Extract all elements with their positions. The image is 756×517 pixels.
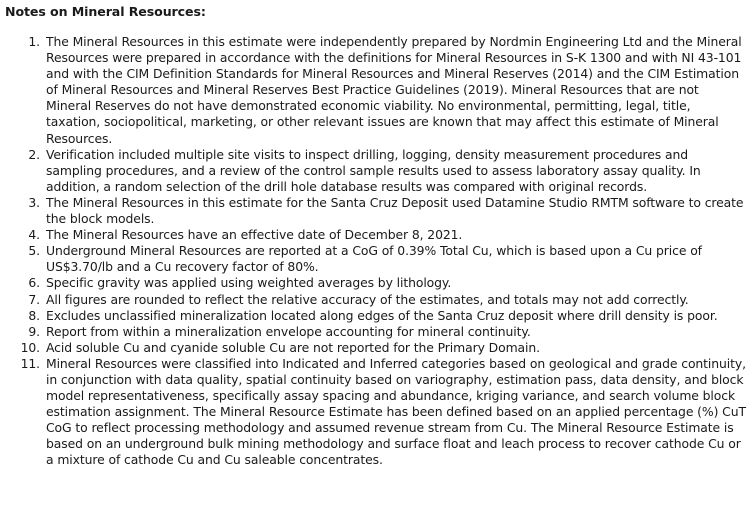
note-number: 5. xyxy=(28,243,40,259)
note-item xyxy=(5,147,746,195)
note-text: Report from within a mineralization envelope accounting for mineral continuity. xyxy=(46,323,531,339)
note-number: 8. xyxy=(28,307,40,323)
note-text: The Mineral Resources in this estimate were independently prepared by Nordmin Engineering Ltd and the Mineral Resources were prepared in accordance with the definitions for Mineral Resources in S-K 1300 and with NI 43-101 and with the CIM Definition Standards for Mineral Resources and Mineral Reserves (2014) and the CIM Estimation of Mineral Resources and Mineral Reserves Best Practice Guidelines (2019). Mineral Resources that are not Mineral Reserves do not have demonstrated economic viability. No environmental, permitting, legal, title, taxation, sociopolitical, marketing, or other relevant issues are known that may affect this estimate of Mineral Resources. xyxy=(46,34,742,146)
note-item xyxy=(5,227,746,243)
note-number: 7. xyxy=(28,291,40,307)
note-item xyxy=(5,195,746,227)
note-text: Acid soluble Cu and cyanide soluble Cu are not reported for the Primary Domain. xyxy=(46,339,540,355)
note-item xyxy=(5,308,746,324)
note-number: 4. xyxy=(28,227,40,243)
notes-list xyxy=(5,34,756,469)
note-text: Underground Mineral Resources are reported at a CoG of 0.39% Total Cu, which is based upon a Cu price of US$3.70/lb and a Cu recovery factor of 80%. xyxy=(46,243,702,275)
note-item xyxy=(5,356,746,469)
note-item xyxy=(5,324,746,340)
note-number: 6. xyxy=(28,275,40,291)
notes-title: Notes on Mineral Resources: xyxy=(5,4,206,19)
note-text: Specific gravity was applied using weighted averages by lithology. xyxy=(46,275,452,291)
note-number: 10. xyxy=(20,339,40,355)
note-item xyxy=(5,34,746,147)
note-text: Verification included multiple site visits to inspect drilling, logging, density measurement procedures and sampling procedures, and a review of the control sample results used to assess laboratory assay quality. In addition, a random selection of the drill hole database results was compared with original records. xyxy=(46,146,701,194)
note-text: The Mineral Resources have an effective date of December 8, 2021. xyxy=(46,227,463,243)
note-number: 9. xyxy=(28,323,40,339)
note-text: All figures are rounded to reflect the relative accuracy of the estimates, and totals may not add correctly. xyxy=(46,291,689,307)
note-item xyxy=(5,243,746,275)
note-text: The Mineral Resources in this estimate for the Santa Cruz Deposit used Datamine Studio RMTM software to create the block models. xyxy=(46,194,744,227)
note-item xyxy=(5,275,746,291)
note-number: 1. xyxy=(28,34,40,49)
note-text: Excludes unclassified mineralization located along edges of the Santa Cruz deposit where drill density is poor. xyxy=(46,307,718,323)
note-number: 2. xyxy=(28,146,40,162)
note-item xyxy=(5,340,746,356)
note-number: 11. xyxy=(20,355,40,371)
note-number: 3. xyxy=(28,194,40,210)
note-text: Mineral Resources were classified into Indicated and Inferred categories based on geological and grade continuity, in conjunction with data quality, spatial continuity based on variography, estimation pass, data density, and block model representativeness, specifically assay spacing and abundance, kriging variance, and search volume block estimation assignment. The Mineral Resource Estimate has been defined based on an applied percentage (%) CuT CoG to reflect processing methodology and assumed revenue stream from Cu. The Mineral Resource Estimate is based on an underground bulk mining methodology and surface float and leach process to recover cathode Cu or a mixture of cathode Cu and Cu saleable concentrates. xyxy=(46,355,746,468)
note-item xyxy=(5,292,746,308)
